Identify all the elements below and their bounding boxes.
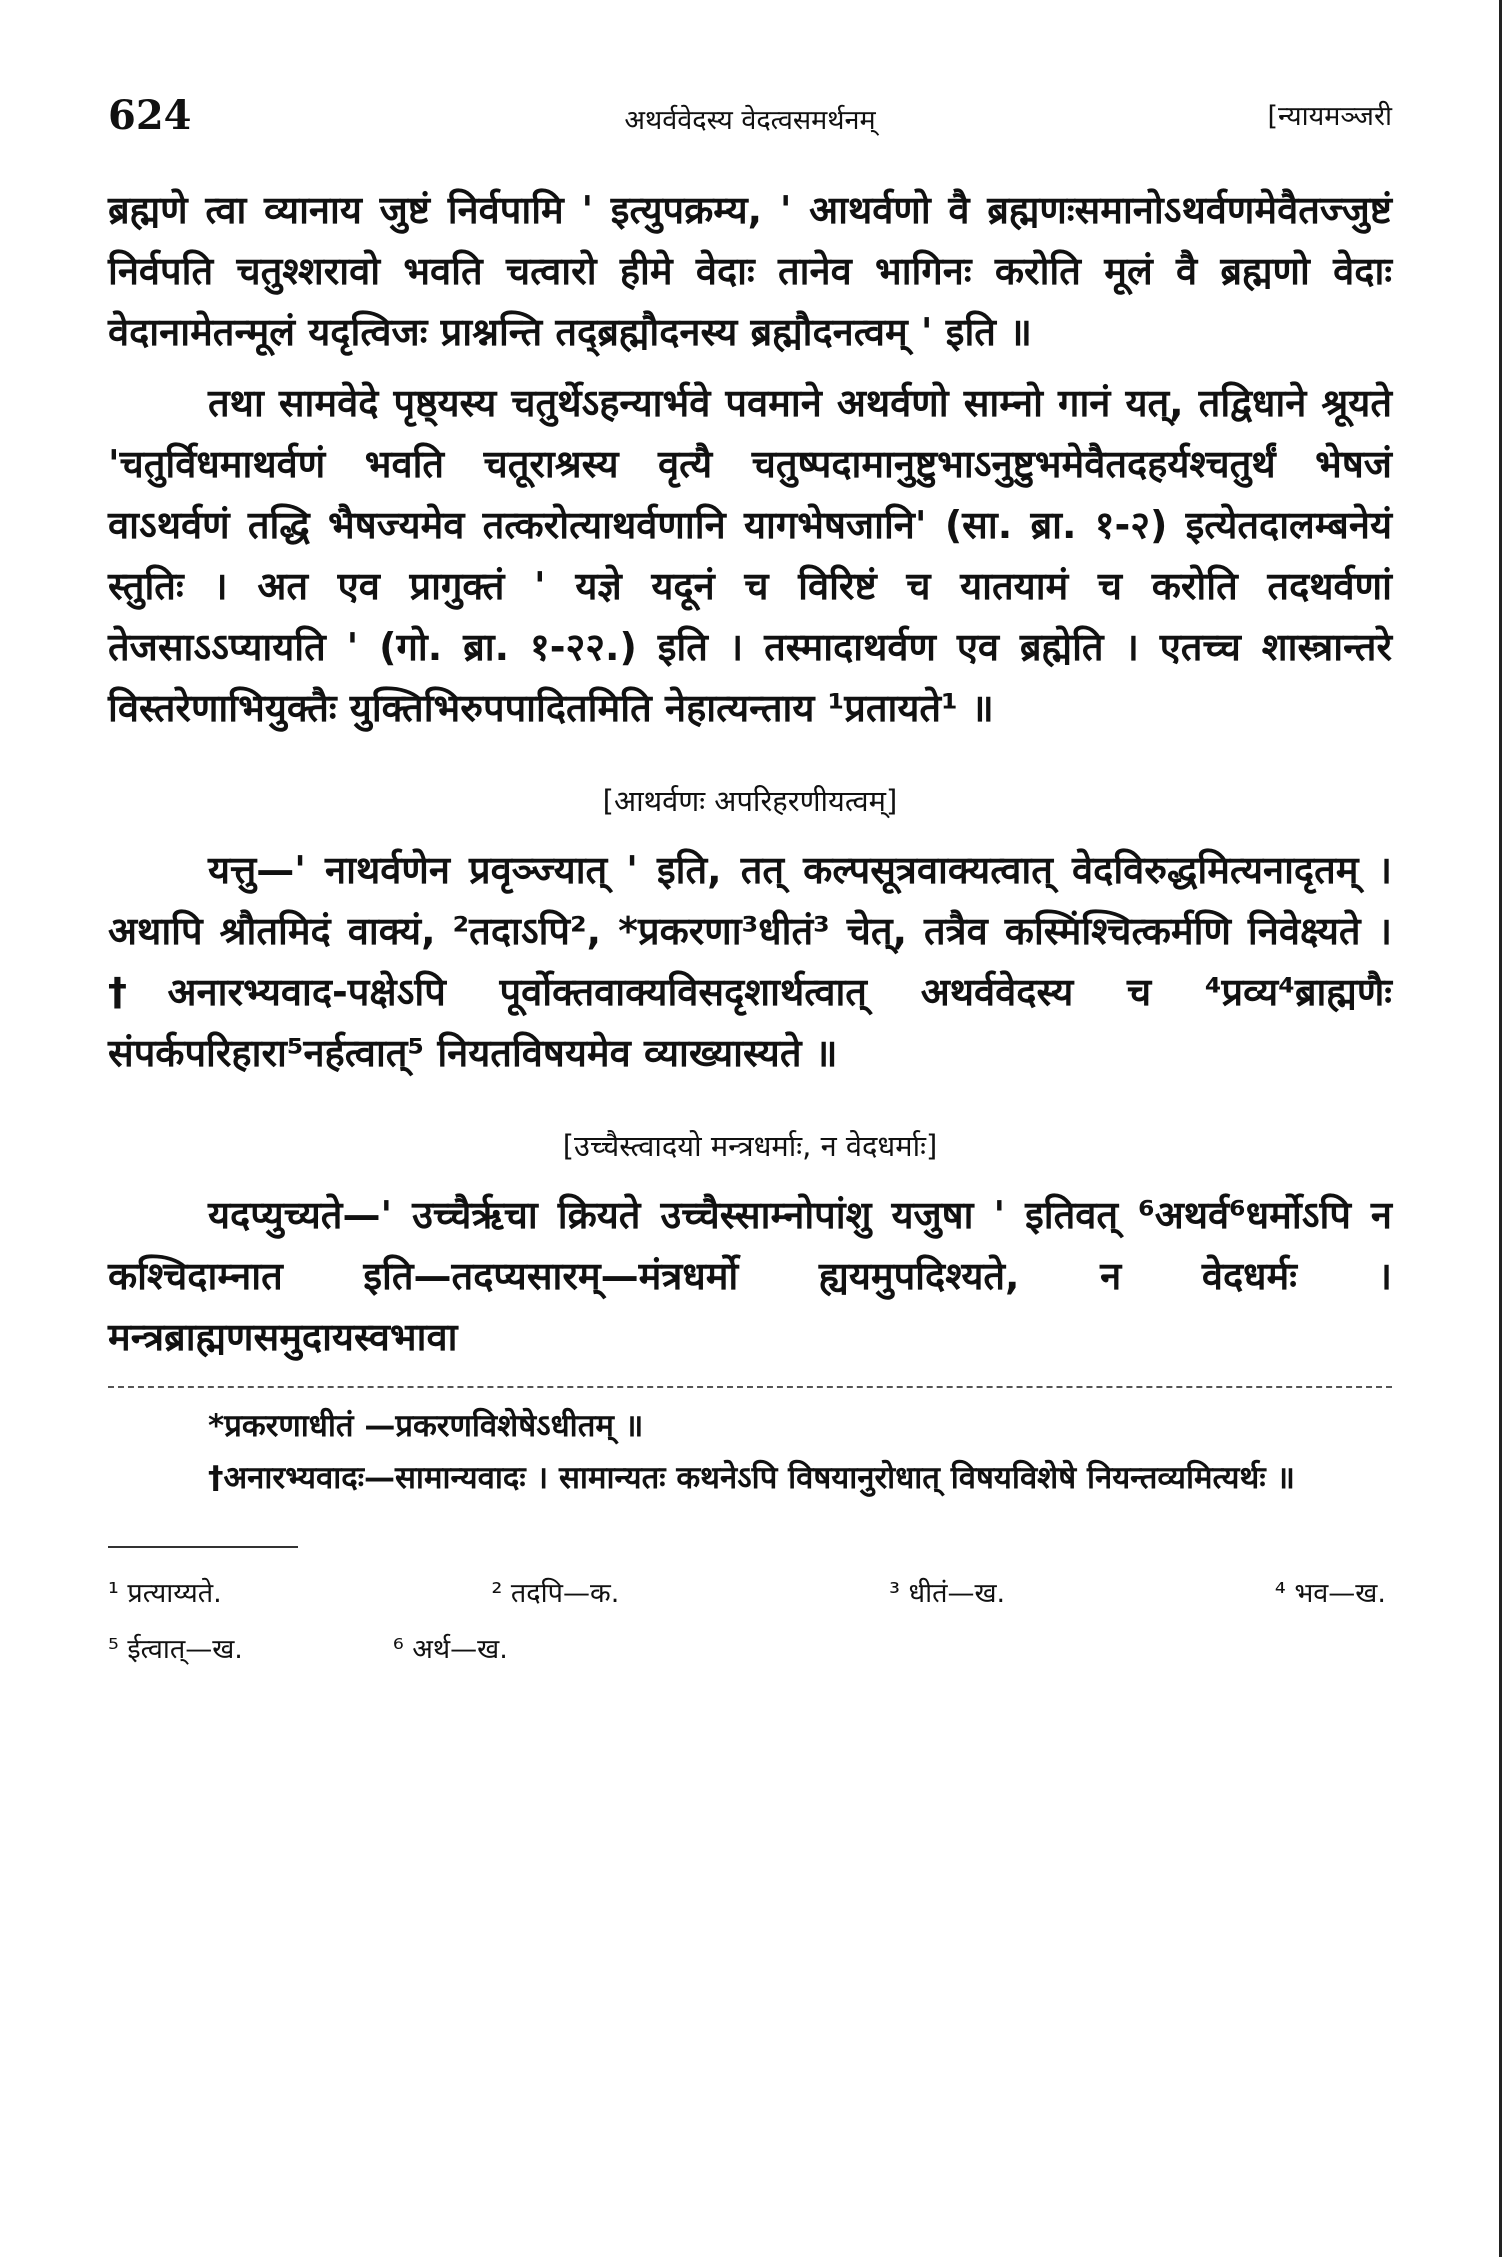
footnote-1: *प्रकरणाधीतं —प्रकरणविशेषेऽधीतम् ॥ — [208, 1408, 644, 1444]
footnotes — [108, 1400, 1392, 1504]
variant-5: ⁵ ईत्वात्—ख. — [108, 1634, 243, 1665]
paragraph-1: ब्रह्मणे त्वा व्यानाय जुष्टं निर्वपामि ' इत्युपक्रम्य, ' आथर्वणो वै ब्रह्मणःसमानोऽथर्वणमेवैतज्जुष्टं निर्वपति चतुश्शरावो भवति चत्वारो हीमे वेदाः तानेव भागिनः करोति मूलं वै ब्रह्मणो वेदाः वेदानामेतन्मूलं यदृत्विजः प्राश्नन्ति तद्ब्रह्मौदनस्य ब्रह्मौदनत्वम् ' इति ॥ — [108, 188, 1392, 354]
section-label: [न्यायमञ्जरी — [1267, 101, 1392, 132]
textual-variants — [108, 1566, 1392, 1678]
page-header — [108, 92, 1392, 152]
footnote-separator — [108, 1386, 1392, 1388]
variant-3: ³ धीतं—ख. — [889, 1578, 1006, 1609]
running-title: अथर्ववेदस्य वेदत्वसमर्थनम् — [624, 105, 876, 136]
variant-1: ¹ प्रत्याय्यते. — [108, 1578, 222, 1609]
variant-6: ⁶ अर्थ—ख. — [392, 1634, 508, 1665]
paragraph-2: तथा सामवेदे पृष्ठ्यस्य चतुर्थेऽहन्यार्भवे पवमाने अथर्वणो साम्नो गानं यत्, तद्विधाने श्रूयते 'चतुर्विधमाथर्वणं भवति चतूराश्रस्य वृत्यै चतुष्पदामानुष्टुभाऽनुष्टुभमेवैतदहर्यश्चतुर्थं भेषजं वाऽथर्वणं तद्धि भैषज्यमेव तत्करोत्याथर्वणानि यागभेषजानि' (सा. ब्रा. १-२) इत्येतदालम्बनेयं स्तुतिः । अत एव प्रागुक्तं ' यज्ञे यदूनं च विरिष्टं च यातयामं च करोति तदथर्वणां तेजसाऽऽप्यायति ' (गो. ब्रा. १-२२.) इति । तस्मादाथर्वण एव ब्रह्मेति । एतच्च शास्त्रान्तरे विस्तरेणाभियुक्तैः युक्तिभिरुपपादितमिति नेहात्यन्ताय ¹प्रतायते¹ ॥ — [108, 381, 1392, 730]
section-heading-1: [आथर्वणः अपरिहरणीयत्वम्] — [602, 784, 898, 818]
section-heading-2: [उच्चैस्त्वादयो मन्त्रधर्माः, न वेदधर्माः] — [562, 1129, 938, 1163]
page-edge-shadow — [1499, 0, 1502, 2257]
footnote-2: †अनारभ्यवादः—सामान्यवादः । सामान्यतः कथनेऽपि विषयानुरोधात् विषयविशेषे नियन्तव्यमित्यर्थः ॥ — [208, 1460, 1295, 1496]
main-text — [108, 180, 1392, 1678]
page-number: 624 — [108, 92, 192, 139]
paragraph-4: यदप्युच्यते—' उच्चैर्ऋचा क्रियते उच्चैस्साम्नोपांशु यजुषा ' इतिवत् ⁶अथर्व⁶धर्मोऽपि न कश्चिदाम्नात इति—तदप्यसारम्—मंत्रधर्मो ह्ययमुपदिश्यते, न वेदधर्मः । मन्त्रब्राह्मणसमुदायस्वभावा — [108, 1193, 1392, 1359]
variant-2: ² तदपि—क. — [491, 1578, 620, 1609]
variant-4: ⁴ भव—ख. — [1274, 1578, 1386, 1609]
paragraph-3: यत्तु—' नाथर्वणेन प्रवृञ्ज्यात् ' इति, तत् कल्पसूत्रवाक्यत्वात् वेदविरुद्धमित्यनादृतम् । अथापि श्रौतमिदं वाक्यं, ²तदाऽपि², *प्रकरणा³धीतं³ चेत्, तत्रैव कस्मिंश्चित्कर्मणि निवेक्ष्यते । †अनारभ्यवाद-पक्षेऽपि पूर्वोक्तवाक्यविसदृशार्थत्वात् अथर्ववेदस्य च ⁴प्रव्य⁴ब्राह्मणैः संपर्कपरिहारा⁵नर्हत्वात्⁵ नियतविषयमेव व्याख्यास्यते ॥ — [108, 848, 1392, 1075]
variants-rule — [108, 1546, 298, 1548]
